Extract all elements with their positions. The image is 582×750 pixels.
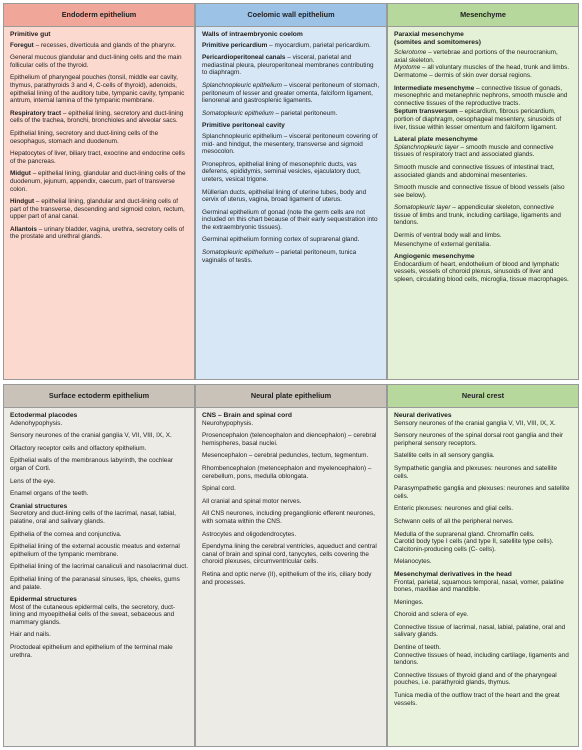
entry: Somatopleuric epithelium – parietal peritoneum. [202, 109, 338, 117]
bottom-band [3, 384, 579, 747]
entry: Olfactory receptor cells and olfactory epithelium. [10, 444, 147, 452]
section-heading: Primitive gut [10, 31, 51, 38]
entry: Pericardioperitoneal canals – visceral, parietal and mediastinal pleura, pleuroperitoneal membranes contributing to diaphragm. [202, 54, 374, 77]
entry: Epithelium of pharyngeal pouches (tonsil, middle ear cavity, thymus, parathyroids 3 and 4, C-cells of thyroid), adenoids, epithelial lining of the auditory tube, tympanic cavity, tympanic antrum, internal lamina of the tympanic membrane. [10, 74, 185, 105]
entry: Somatopleuric layer – appendicular skeleton, connective tissue of limbs and trunk, including cartilage, ligaments and tendons. [394, 204, 561, 227]
entry: Meninges. [394, 598, 424, 606]
entry: Satellite cells in all sensory ganglia. [394, 452, 495, 460]
entry: Splanchnopleuric epithelium – visceral peritoneum of stomach, peritoneum of lesser and greater omenta, falciform ligament, lienorenal and gastrosplenic ligaments. [202, 81, 380, 105]
entry: Adenohypophysis. [10, 419, 63, 427]
entry: Smooth muscle and connective tissues of intestinal tract, associated glands and abdominal mesenteries. [394, 163, 555, 179]
entry: Connective tissue of lacrimal, nasal, labial, palatine, oral and salivary glands. [394, 623, 566, 639]
entry: Astrocytes and oligodendrocytes. [202, 530, 297, 538]
entry: Enteric plexuses: neurones and glial cells. [394, 505, 514, 513]
neural-crest-column [387, 384, 579, 747]
column-header: Endoderm epithelium [4, 4, 194, 27]
entry: Sensory neurones of the cranial ganglia V, VII, VIII, IX, X. [10, 432, 172, 440]
section-heading: Mesenchymal derivatives in the head [394, 570, 512, 578]
entry: Mesenchyme of external genitalia. [394, 240, 491, 248]
entry: Dermis of ventral body wall and limbs. [394, 232, 502, 240]
entry: Proctodeal epithelium and epithelium of the terminal male urethra. [10, 644, 173, 659]
entry: Pronephros, epithelial lining of mesonephric ducts, vas deferens, epididymis, seminal vesicles, ejaculatory duct, ureters, vesical trigone. [202, 160, 361, 183]
entry: Calcitonin-producing cells (C- cells). [394, 545, 496, 553]
neural-plate-column [195, 384, 387, 747]
column-header: Neural plate epithelium [196, 385, 386, 408]
entry: Neurohypophysis. [202, 419, 254, 427]
entry: Medulla of the suprarenal gland. Chromaffin cells. [394, 530, 535, 538]
entry: Connective tissues of head, including cartilage, ligaments and tendons. [394, 651, 569, 667]
entry: Splanchnopleuric layer – smooth muscle and connective tissues of respiratory tract and associated glands. [394, 143, 554, 159]
entry: Enamel organs of the teeth. [10, 490, 89, 498]
entry: Melanocytes. [394, 558, 432, 566]
entry: Choroid and sclera of eye. [394, 611, 469, 619]
entry: Dentine of teeth. [394, 644, 441, 652]
surface-ectoderm-column [3, 384, 195, 747]
entry: General mucous glandular and duct-lining cells and the main follicular cells of the thyroid. [10, 54, 182, 69]
entry: All cranial and spinal motor nerves. [202, 497, 302, 505]
column-header: Mesenchyme [388, 4, 578, 27]
entry: Parasympathetic ganglia and plexuses: neurones and satellite cells. [394, 485, 570, 500]
section-heading: Walls of intraembryonic coelom [202, 31, 303, 38]
entry: Spinal cord. [202, 485, 236, 493]
entry: Endocardium of heart, endothelium of blood and lymphatic vessels, vessels of choroid plexus, sinusoids of liver and spleen, circulating blood cells, microglia, tissue macrophages. [394, 260, 569, 284]
mesenchyme-column [387, 3, 579, 380]
section-heading: Cranial structures [10, 502, 68, 510]
entry: Retina and optic nerve (II), epithelium of the iris, ciliary body and processes. [202, 570, 372, 586]
section-heading: Epidermal structures [10, 596, 77, 604]
entry: Dermatome – dermis of skin over dorsal regions. [394, 71, 532, 79]
entry: Hair and nails. [10, 631, 51, 639]
entry: Epithelial lining of the external acoustic meatus and external epithelium of the tympanic membrane. [10, 543, 180, 558]
entry: Carotid body type I cells (and type II, satellite type cells). [394, 538, 554, 546]
section-heading: Ectodermal placodes [10, 412, 78, 419]
entry: Lens of the eye. [10, 477, 56, 485]
entry: Sympathetic ganglia and plexuses: neurones and satellite cells. [394, 464, 558, 480]
section-heading: Angiogenic mesenchyme [394, 253, 475, 261]
entry: Hepatocytes of liver, biliary tract, exocrine and endocrine cells of the pancreas. [10, 150, 185, 165]
entry: Rhombencephalon (metencephalon and myelencephalon) – cerebellum, pons, medulla oblongata. [202, 464, 372, 480]
entry: Mesencephalon – cerebral peduncles, tectum, tegmentum. [202, 452, 369, 460]
entry: Epithelial lining, secretory and duct-lining cells of the oesophagus, stomach and duodenum. [10, 129, 159, 145]
entry: Primitive pericardium – myocardium, parietal pericardium. [202, 41, 371, 49]
entry: Ependyma lining the cerebral ventricles, aqueduct and central canal of brain and spinal cord, tanycytes, cells covering the choroid plexuses, circumventricular cells. [202, 543, 377, 566]
entry: Prosencephalon (telencephalon and diencephalon) – cerebral hemispheres, basal nuclei. [202, 432, 377, 447]
entry: Connective tissues of thyroid gland and of the pharyngeal pouches, i.e. parathyroid glands, thymus. [394, 671, 557, 687]
entry: Sclerotome – vertebrae and portions of the neurocranium, axial skeleton. [394, 49, 558, 64]
entry: Allantois – urinary bladder, vagina, urethra, secretory cells of the prostate and urethral glands. [10, 225, 185, 241]
entry: Midgut – epithelial lining, glandular and duct-lining cells of the duodenum, jejunum, appendix, caecum, part of transverse colon. [10, 170, 186, 193]
entry: Myotome – all voluntary muscles of the head, trunk and limbs. [394, 64, 570, 72]
entry: Frontal, parietal, squamous temporal, nasal, vomer, palatine bones, maxillae and mandible. [394, 578, 564, 594]
column-header: Neural crest [388, 385, 578, 408]
section-heading: CNS – Brain and spinal cord [202, 412, 292, 419]
top-band [3, 3, 579, 380]
entry: Sensory neurones of the cranial ganglia V, VII, VIII, IX, X. [394, 419, 556, 427]
entry: All CNS neurones, including preganglionic efferent neurones, with somata within the CNS. [202, 510, 375, 525]
entry: Germinal epithelium forming cortex of suprarenal gland. [202, 236, 360, 244]
entry: Splanchnopleuric epithelium – visceral peritoneum covering of mid- and hindgut, the mesentery, transverse and sigmoid mesocolon. [202, 132, 378, 156]
entry: Septum transversum – epicardium, fibrous pericardium, portion of diaphragm, oesophageal mesentery, sinusoids of liver, tissue within lesser omentum and falciform ligament. [394, 108, 562, 131]
entry: Secretory and duct-lining cells of the lacrimal, nasal, labial, palatine, oral and salivary glands. [10, 510, 176, 525]
entry: Smooth muscle and connective tissue of blood vessels (also see below). [394, 184, 565, 199]
entry: Epithelial walls of the membranous labyrinth, the cochlear organ of Corti. [10, 457, 174, 472]
endoderm-column [3, 3, 195, 380]
entry: Hindgut – epithelial lining, glandular and duct-lining cells of part of the transverse, descending and sigmoid colon, rectum, upper part of anal canal. [10, 198, 185, 221]
entry: Most of the cutaneous epidermal cells, the secretory, duct-lining and myoepithelial cells of the sweat, sebaceous and mammary glands. [10, 603, 176, 626]
entry: Epithelia of the cornea and conjunctiva. [10, 530, 122, 538]
section-heading: Lateral plate mesenchyme [394, 136, 478, 144]
entry: Schwann cells of all the peripheral nerves. [394, 517, 514, 525]
column-header: Coelomic wall epithelium [196, 4, 386, 27]
entry: Respiratory tract – epithelial lining, secretory and duct-lining cells of the trachea, bronchi, bronchioles and alveolar sacs. [10, 109, 184, 125]
section-heading: Neural derivatives [394, 412, 452, 419]
entry: Germinal epithelium of gonad (note the germ cells are not included on this chart because of their early sequestration into the extraembryonic tissues). [202, 208, 378, 231]
entry: Somatopleuric epithelium – parietal peritoneum, tunica vaginalis of testis. [202, 249, 357, 264]
section-subheading: (somites and somitomeres) [394, 38, 481, 46]
entry: Tunica media of the outflow tract of the heart and the great vessels. [394, 692, 560, 707]
column-header: Surface ectoderm epithelium [4, 385, 194, 408]
entry: Intermediate mesenchyme – connective tissue of gonads, mesonephric and metanephric nephrons, smooth muscle and connective tissues of the reproductive tracts. [394, 84, 568, 107]
entry: Epithelial lining of the paranasal sinuses, lips, cheeks, gums and palate. [10, 575, 180, 591]
section-heading: Paraxial mesenchyme [394, 31, 464, 38]
entry: Müllerian ducts, epithelial lining of uterine tubes, body and cervix of uterus, vagina, broad ligament of uterus. [202, 188, 367, 204]
entry: Foregut – recesses, diverticula and glands of the pharynx. [10, 41, 176, 49]
entry: Sensory neurones of the spinal dorsal root ganglia and their peripheral sensory receptors. [394, 432, 564, 447]
entry: Epithelial lining of the lacrimal canaliculi and nasolacrimal duct. [10, 563, 188, 571]
section-heading: Primitive peritoneal cavity [202, 122, 285, 130]
coelomic-column [195, 3, 387, 380]
